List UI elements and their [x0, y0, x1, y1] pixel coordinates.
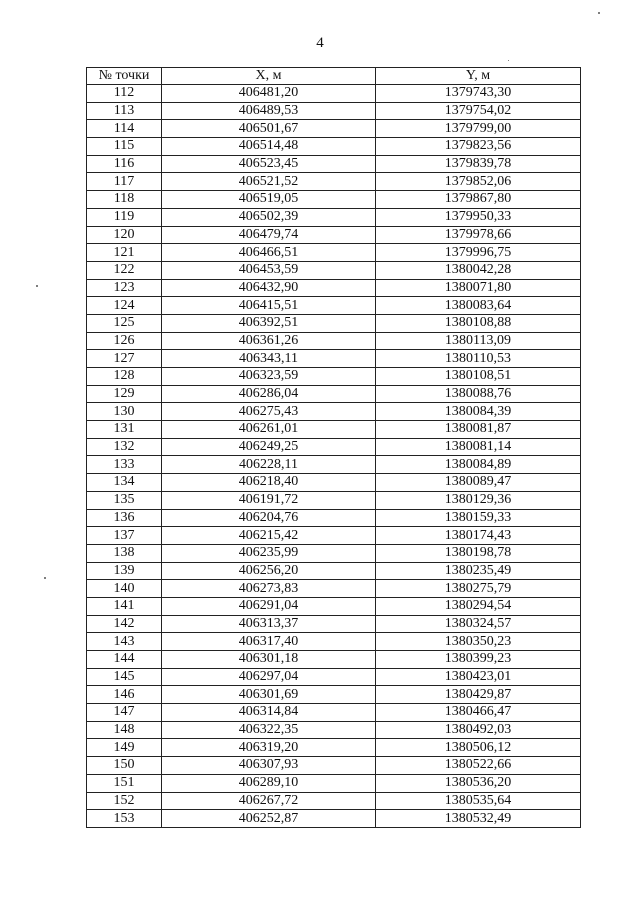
x-coordinate-cell: 406489,53 [162, 102, 376, 120]
point-number-cell: 141 [87, 597, 162, 615]
x-coordinate-cell: 406466,51 [162, 244, 376, 262]
table-row [87, 491, 581, 509]
y-coordinate-cell: 1379852,06 [376, 173, 581, 191]
x-coordinate-cell: 406523,45 [162, 155, 376, 173]
y-coordinate-cell: 1379823,56 [376, 138, 581, 156]
point-number-cell: 133 [87, 456, 162, 474]
x-coordinate-cell: 406502,39 [162, 208, 376, 226]
table-row [87, 208, 581, 226]
y-coordinate-cell: 1380089,47 [376, 474, 581, 492]
table-row [87, 120, 581, 138]
table-row [87, 474, 581, 492]
table-row [87, 757, 581, 775]
x-coordinate-cell: 406481,20 [162, 85, 376, 103]
y-coordinate-cell: 1380042,28 [376, 261, 581, 279]
x-coordinate-cell: 406501,67 [162, 120, 376, 138]
x-coordinate-cell: 406301,18 [162, 651, 376, 669]
table-row [87, 527, 581, 545]
point-number-cell: 123 [87, 279, 162, 297]
y-coordinate-cell: 1380235,49 [376, 562, 581, 580]
x-coordinate-cell: 406235,99 [162, 544, 376, 562]
y-coordinate-cell: 1380324,57 [376, 615, 581, 633]
point-number-cell: 153 [87, 810, 162, 828]
y-coordinate-cell: 1380492,03 [376, 721, 581, 739]
point-number-cell: 127 [87, 350, 162, 368]
x-coordinate-cell: 406291,04 [162, 597, 376, 615]
x-coordinate-cell: 406261,01 [162, 421, 376, 439]
table-row [87, 597, 581, 615]
point-number-cell: 151 [87, 774, 162, 792]
y-coordinate-cell: 1380506,12 [376, 739, 581, 757]
point-number-cell: 134 [87, 474, 162, 492]
table-row [87, 810, 581, 828]
x-coordinate-cell: 406275,43 [162, 403, 376, 421]
table-row [87, 544, 581, 562]
x-coordinate-cell: 406249,25 [162, 438, 376, 456]
table-row [87, 792, 581, 810]
y-coordinate-cell: 1380113,09 [376, 332, 581, 350]
point-number-cell: 122 [87, 261, 162, 279]
x-coordinate-cell: 406286,04 [162, 385, 376, 403]
point-number-cell: 130 [87, 403, 162, 421]
x-coordinate-cell: 406301,69 [162, 686, 376, 704]
y-coordinate-cell: 1380466,47 [376, 704, 581, 722]
point-number-cell: 124 [87, 297, 162, 315]
x-coordinate-cell: 406432,90 [162, 279, 376, 297]
y-coordinate-cell: 1380522,66 [376, 757, 581, 775]
x-coordinate-cell: 406317,40 [162, 633, 376, 651]
table-row [87, 686, 581, 704]
point-number-cell: 132 [87, 438, 162, 456]
table-body [87, 85, 581, 828]
point-number-cell: 113 [87, 102, 162, 120]
x-coordinate-cell: 406297,04 [162, 668, 376, 686]
x-coordinate-cell: 406267,72 [162, 792, 376, 810]
table-row [87, 138, 581, 156]
point-number-cell: 119 [87, 208, 162, 226]
y-coordinate-cell: 1380399,23 [376, 651, 581, 669]
x-coordinate-cell: 406273,83 [162, 580, 376, 598]
point-number-cell: 129 [87, 385, 162, 403]
table-row [87, 244, 581, 262]
y-coordinate-cell: 1380536,20 [376, 774, 581, 792]
y-coordinate-cell: 1380129,36 [376, 491, 581, 509]
y-coordinate-cell: 1380275,79 [376, 580, 581, 598]
x-coordinate-cell: 406313,37 [162, 615, 376, 633]
x-coordinate-cell: 406314,84 [162, 704, 376, 722]
point-number-cell: 121 [87, 244, 162, 262]
y-coordinate-cell: 1379839,78 [376, 155, 581, 173]
point-number-cell: 128 [87, 368, 162, 386]
point-number-cell: 142 [87, 615, 162, 633]
y-coordinate-cell: 1379799,00 [376, 120, 581, 138]
scan-speck [36, 285, 38, 287]
table-row [87, 651, 581, 669]
table-row [87, 704, 581, 722]
scan-speck [44, 577, 46, 579]
x-coordinate-cell: 406453,59 [162, 261, 376, 279]
point-number-cell: 136 [87, 509, 162, 527]
coordinates-table [86, 67, 581, 828]
x-coordinate-cell: 406256,20 [162, 562, 376, 580]
table-row [87, 421, 581, 439]
y-coordinate-cell: 1380108,51 [376, 368, 581, 386]
y-coordinate-cell: 1380084,89 [376, 456, 581, 474]
y-coordinate-cell: 1380294,54 [376, 597, 581, 615]
y-coordinate-cell: 1380071,80 [376, 279, 581, 297]
table-row [87, 456, 581, 474]
y-coordinate-cell: 1380084,39 [376, 403, 581, 421]
point-number-cell: 145 [87, 668, 162, 686]
y-coordinate-cell: 1380532,49 [376, 810, 581, 828]
table-row [87, 403, 581, 421]
column-header-point-number: № точки [87, 68, 162, 85]
point-number-cell: 152 [87, 792, 162, 810]
y-coordinate-cell: 1380083,64 [376, 297, 581, 315]
table-row [87, 102, 581, 120]
y-coordinate-cell: 1380081,14 [376, 438, 581, 456]
x-coordinate-cell: 406322,35 [162, 721, 376, 739]
y-coordinate-cell: 1379743,30 [376, 85, 581, 103]
y-coordinate-cell: 1380110,53 [376, 350, 581, 368]
scan-speck [508, 60, 509, 61]
y-coordinate-cell: 1380088,76 [376, 385, 581, 403]
point-number-cell: 112 [87, 85, 162, 103]
point-number-cell: 147 [87, 704, 162, 722]
x-coordinate-cell: 406204,76 [162, 509, 376, 527]
point-number-cell: 118 [87, 191, 162, 209]
y-coordinate-cell: 1379867,80 [376, 191, 581, 209]
table-row [87, 615, 581, 633]
table-row [87, 562, 581, 580]
table-row [87, 368, 581, 386]
x-coordinate-cell: 406519,05 [162, 191, 376, 209]
point-number-cell: 115 [87, 138, 162, 156]
table-row [87, 279, 581, 297]
y-coordinate-cell: 1380423,01 [376, 668, 581, 686]
x-coordinate-cell: 406307,93 [162, 757, 376, 775]
point-number-cell: 117 [87, 173, 162, 191]
column-header-x: X, м [162, 68, 376, 85]
point-number-cell: 125 [87, 314, 162, 332]
point-number-cell: 148 [87, 721, 162, 739]
page-number: 4 [316, 35, 324, 51]
point-number-cell: 116 [87, 155, 162, 173]
x-coordinate-cell: 406415,51 [162, 297, 376, 315]
point-number-cell: 135 [87, 491, 162, 509]
table-row [87, 739, 581, 757]
y-coordinate-cell: 1380350,23 [376, 633, 581, 651]
table-row [87, 633, 581, 651]
table-row [87, 350, 581, 368]
scan-speck [598, 12, 600, 14]
y-coordinate-cell: 1380535,64 [376, 792, 581, 810]
table-row [87, 314, 581, 332]
table-row [87, 385, 581, 403]
point-number-cell: 144 [87, 651, 162, 669]
x-coordinate-cell: 406215,42 [162, 527, 376, 545]
x-coordinate-cell: 406343,11 [162, 350, 376, 368]
x-coordinate-cell: 406319,20 [162, 739, 376, 757]
point-number-cell: 131 [87, 421, 162, 439]
table-header-row [87, 68, 581, 85]
table-row [87, 85, 581, 103]
x-coordinate-cell: 406228,11 [162, 456, 376, 474]
x-coordinate-cell: 406392,51 [162, 314, 376, 332]
table-row [87, 509, 581, 527]
point-number-cell: 146 [87, 686, 162, 704]
x-coordinate-cell: 406252,87 [162, 810, 376, 828]
y-coordinate-cell: 1380108,88 [376, 314, 581, 332]
table-row [87, 580, 581, 598]
x-coordinate-cell: 406479,74 [162, 226, 376, 244]
y-coordinate-cell: 1379978,66 [376, 226, 581, 244]
table-row [87, 297, 581, 315]
point-number-cell: 149 [87, 739, 162, 757]
y-coordinate-cell: 1380159,33 [376, 509, 581, 527]
y-coordinate-cell: 1380174,43 [376, 527, 581, 545]
point-number-cell: 137 [87, 527, 162, 545]
table-row [87, 261, 581, 279]
x-coordinate-cell: 406191,72 [162, 491, 376, 509]
y-coordinate-cell: 1379754,02 [376, 102, 581, 120]
x-coordinate-cell: 406521,52 [162, 173, 376, 191]
table-row [87, 155, 581, 173]
table-row [87, 191, 581, 209]
table-row [87, 438, 581, 456]
x-coordinate-cell: 406289,10 [162, 774, 376, 792]
y-coordinate-cell: 1379996,75 [376, 244, 581, 262]
y-coordinate-cell: 1380081,87 [376, 421, 581, 439]
point-number-cell: 120 [87, 226, 162, 244]
x-coordinate-cell: 406361,26 [162, 332, 376, 350]
point-number-cell: 143 [87, 633, 162, 651]
y-coordinate-cell: 1380198,78 [376, 544, 581, 562]
x-coordinate-cell: 406323,59 [162, 368, 376, 386]
point-number-cell: 139 [87, 562, 162, 580]
table-row [87, 332, 581, 350]
y-coordinate-cell: 1380429,87 [376, 686, 581, 704]
point-number-cell: 138 [87, 544, 162, 562]
table-row [87, 668, 581, 686]
table-row [87, 173, 581, 191]
table-row [87, 226, 581, 244]
point-number-cell: 126 [87, 332, 162, 350]
column-header-y: Y, м [376, 68, 581, 85]
point-number-cell: 114 [87, 120, 162, 138]
y-coordinate-cell: 1379950,33 [376, 208, 581, 226]
table-row [87, 774, 581, 792]
point-number-cell: 150 [87, 757, 162, 775]
point-number-cell: 140 [87, 580, 162, 598]
x-coordinate-cell: 406514,48 [162, 138, 376, 156]
x-coordinate-cell: 406218,40 [162, 474, 376, 492]
table-row [87, 721, 581, 739]
